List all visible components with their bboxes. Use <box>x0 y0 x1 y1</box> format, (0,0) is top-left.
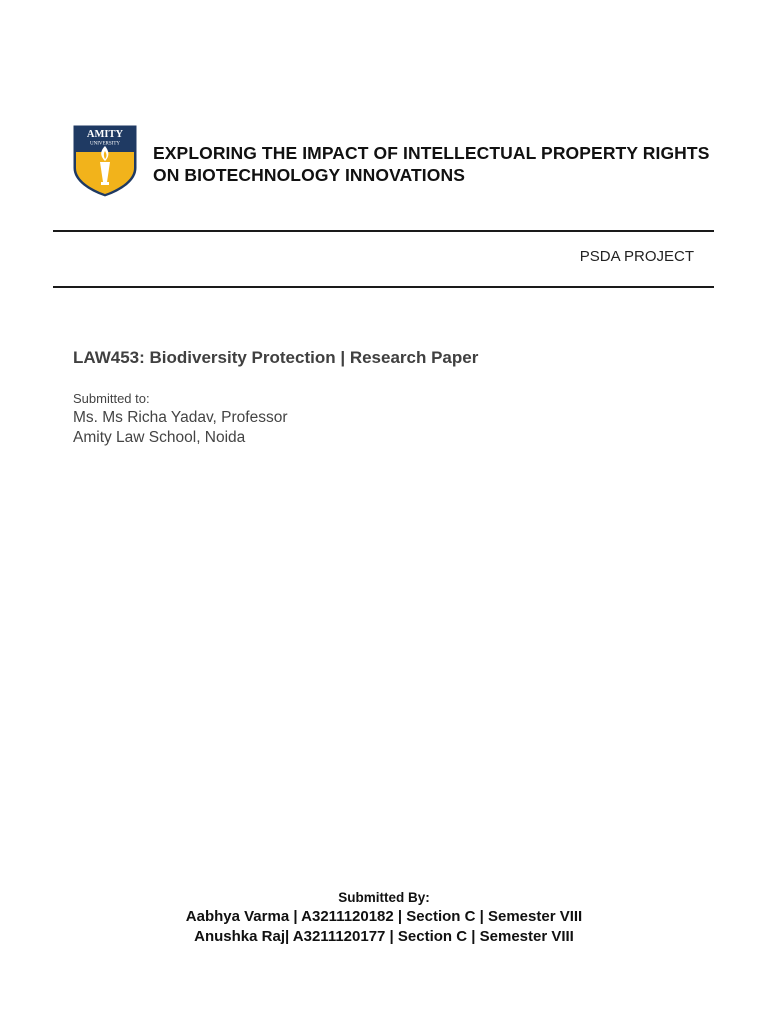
title-line-1: EXPLORING THE IMPACT OF INTELLECTUAL PROPERTY RIGHTS <box>153 143 710 163</box>
institution-name: Amity Law School, Noida <box>73 429 246 446</box>
submitted-to-label: Submitted to: <box>73 391 150 406</box>
logo-text-amity: AMITY <box>86 129 124 140</box>
submitted-by-label: Submitted By: <box>338 890 430 905</box>
student-line: Aabhya Varma | A3211120182 | Section C | Semester VIII <box>185 908 583 925</box>
amity-shield-icon <box>72 124 138 198</box>
bottom-divider <box>53 286 714 288</box>
title-line-2: ON BIOTECHNOLOGY INNOVATIONS <box>153 165 465 185</box>
professor-name: Ms. Ms Richa Yadav, Professor <box>73 409 288 426</box>
project-type-label: PSDA PROJECT <box>579 248 694 265</box>
top-divider <box>53 230 714 232</box>
logo-text-university: UNIVERSITY <box>90 141 120 147</box>
course-title: LAW453: Biodiversity Protection | Research Paper <box>73 348 479 367</box>
paper-title <box>153 142 723 186</box>
student-line: Anushka Raj| A3211120177 | Section C | Semester VIII <box>194 928 574 945</box>
amity-university-logo <box>72 124 138 198</box>
